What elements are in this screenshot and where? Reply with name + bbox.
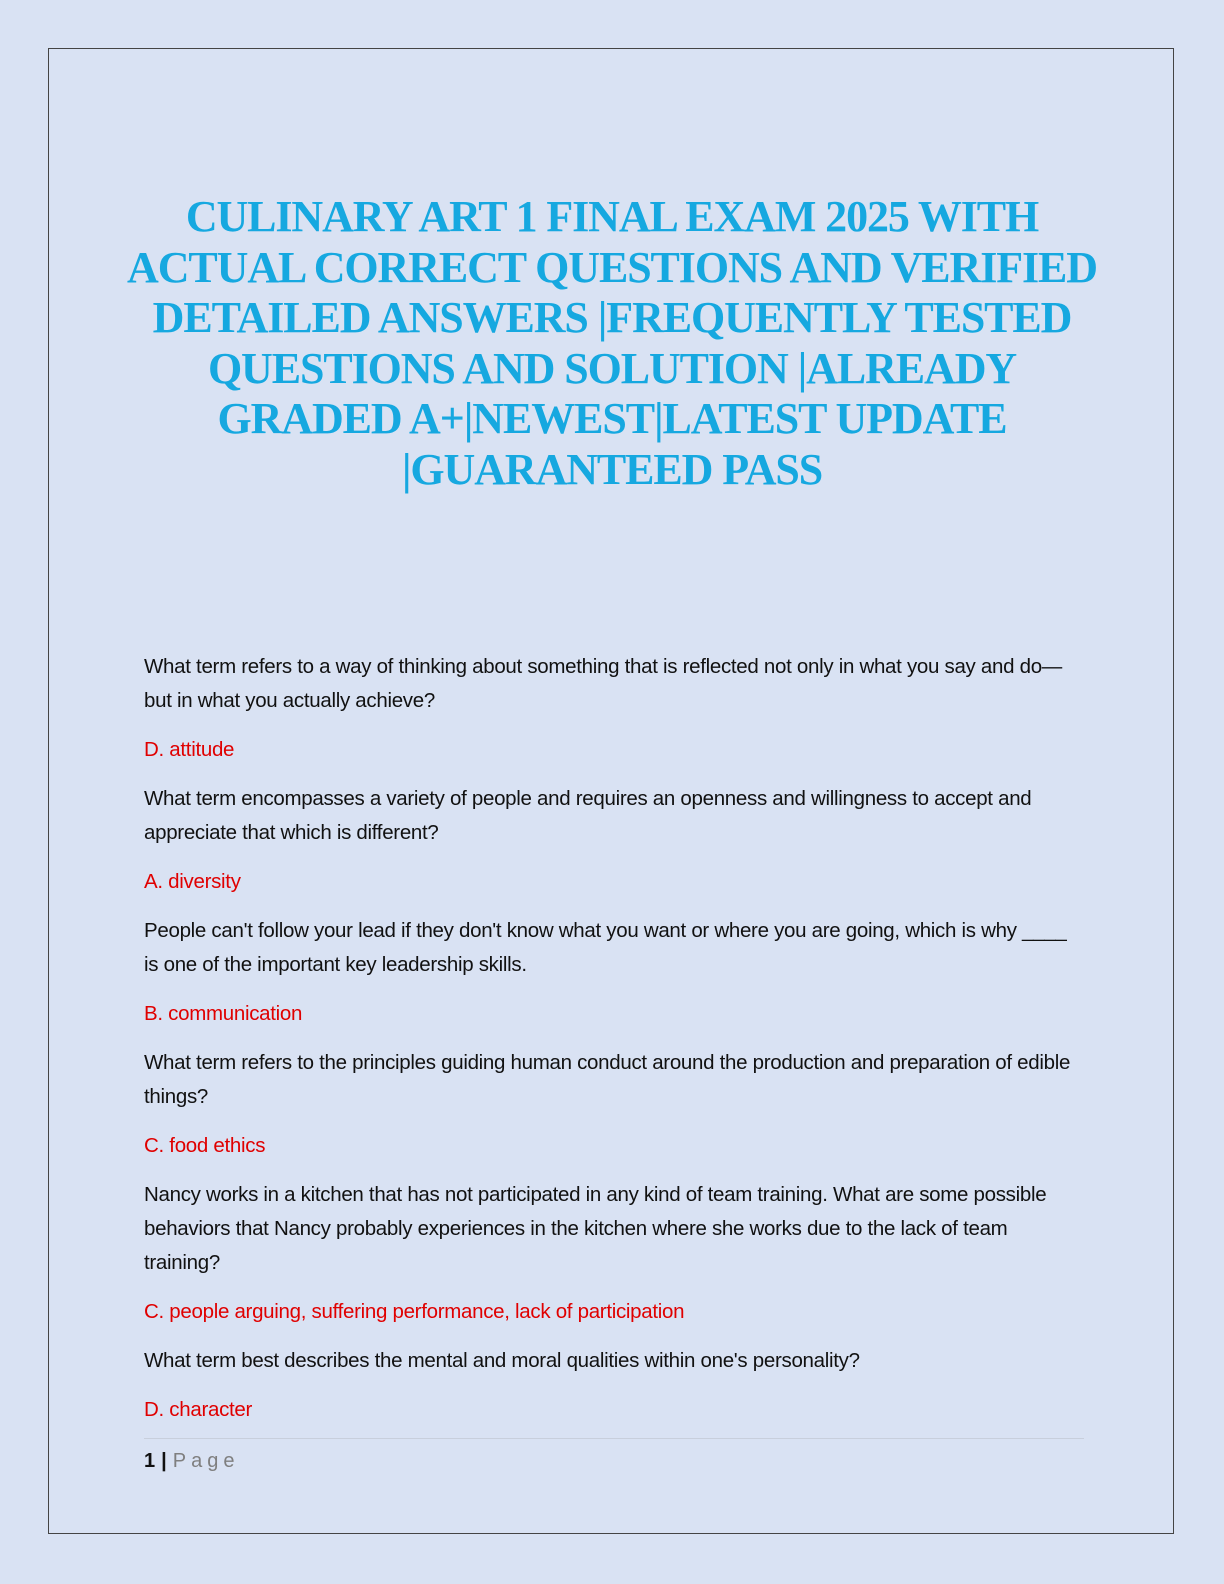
qa-item bbox=[144, 1178, 1084, 1329]
qa-list bbox=[144, 650, 1084, 1442]
question-text: What term encompasses a variety of people and requires an openness and willingness to accept and appreciate that which is different? bbox=[144, 787, 1032, 844]
qa-item bbox=[144, 914, 1084, 1031]
question-text: People can't follow your lead if they don't know what you want or where you are going, which is why ____ is one of the important key leadership skills. bbox=[144, 919, 1067, 976]
qa-item bbox=[144, 1046, 1084, 1163]
question-text: What term refers to a way of thinking about something that is reflected not only in what you say and do—but in what you actually achieve? bbox=[144, 655, 1062, 712]
footer-divider bbox=[144, 1438, 1084, 1439]
qa-item bbox=[144, 650, 1084, 767]
answer-text: C. people arguing, suffering performance, lack of participation bbox=[144, 1300, 685, 1323]
document-title: CULINARY ART 1 FINAL EXAM 2025 WITH ACTUAL CORRECT QUESTIONS AND VERIFIED DETAILED ANSWERS |FREQUENTLY TESTED QUESTIONS AND SOLUTION |ALREADY GRADED A+|NEWEST|LATEST UPDATE |GUARANTEED PASS bbox=[127, 192, 1097, 494]
page-footer bbox=[144, 1450, 1084, 1473]
answer-text: A. diversity bbox=[144, 870, 241, 893]
question-text: Nancy works in a kitchen that has not participated in any kind of team training. What are some possible behaviors that Nancy probably experiences in the kitchen where she works due to the lack of team training? bbox=[144, 1183, 1047, 1274]
question-text: What term refers to the principles guiding human conduct around the production and preparation of edible things? bbox=[144, 1051, 1071, 1108]
answer-text: B. communication bbox=[144, 1002, 303, 1025]
answer-text: C. food ethics bbox=[144, 1134, 266, 1157]
page-label: Page bbox=[172, 1450, 240, 1472]
page-separator: | bbox=[161, 1450, 167, 1472]
qa-item bbox=[144, 782, 1084, 899]
answer-text: D. character bbox=[144, 1398, 253, 1421]
qa-item bbox=[144, 1344, 1084, 1427]
question-text: What term best describes the mental and moral qualities within one's personality? bbox=[144, 1349, 860, 1372]
page-number: 1 bbox=[144, 1450, 156, 1472]
answer-text: D. attitude bbox=[144, 738, 235, 761]
